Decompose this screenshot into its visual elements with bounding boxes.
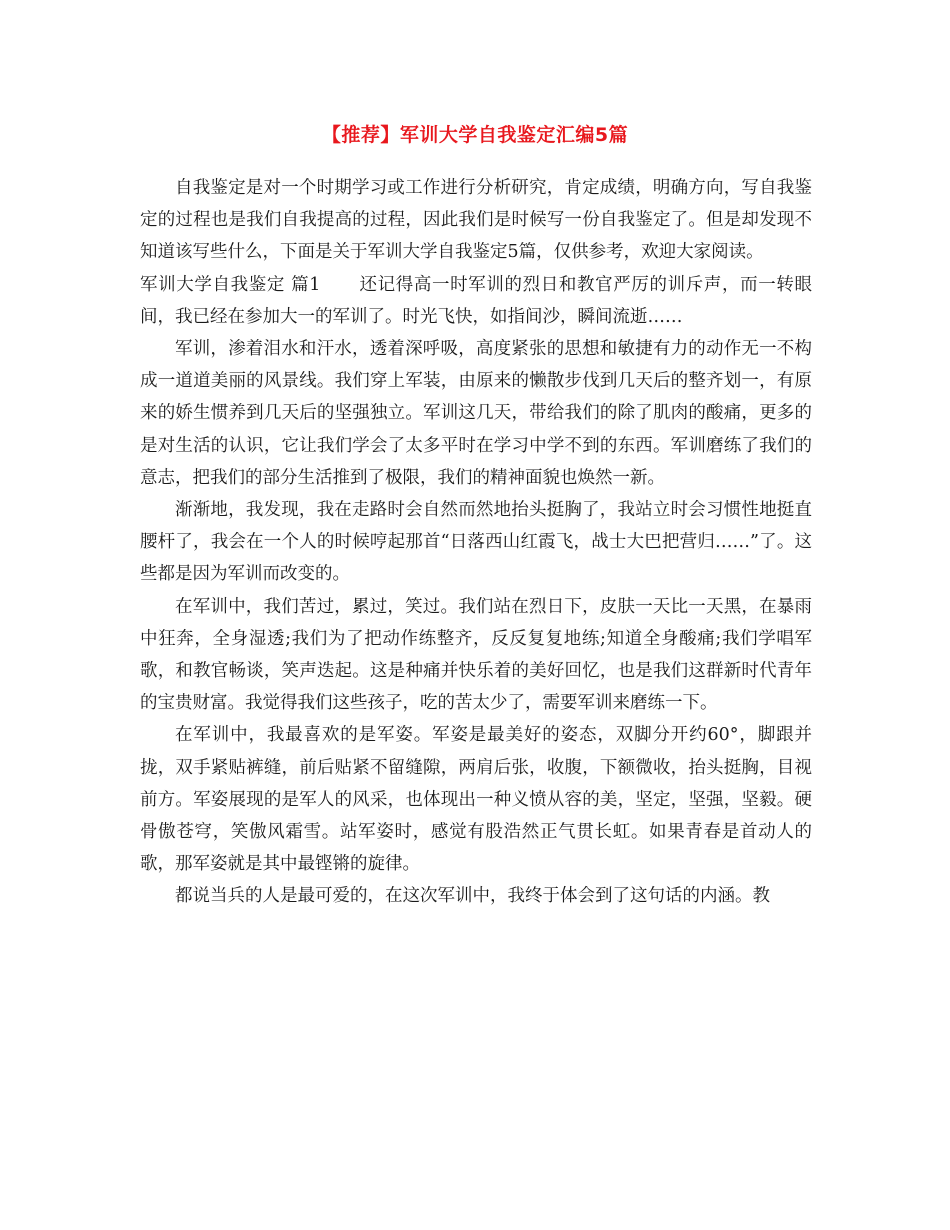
- section-1-opening: 还记得高一时军训的烈日和教官严厉的训斥声，而一转眼间，我已经在参加大一的军训了。时光飞快，如指间沙，瞬间流逝……: [140, 274, 813, 327]
- body-paragraph: 军训，渗着泪水和汗水，透着深呼吸，高度紧张的思想和敏捷有力的动作无一不构成一道道美丽的风景线。我们穿上军装，由原来的懒散步伐到几天后的整齐划一，有原来的娇生惯养到几天后的坚强独立。军训这几天，带给我们的除了肌肉的酸痛，更多的是对生活的认识，它让我们学会了太多平时在学习中学不到的东西。军训磨练了我们的意志，把我们的部分生活推到了极限，我们的精神面貌也焕然一新。: [140, 339, 812, 488]
- document-title: 【推荐】军训大学自我鉴定汇编5篇: [321, 124, 629, 146]
- section-1-paragraph: [140, 269, 812, 333]
- document-body: [140, 172, 812, 913]
- section-1-heading: 军训大学自我鉴定 篇1: [140, 274, 321, 295]
- body-paragraph: 在军训中，我最喜欢的是军姿。军姿是最美好的姿态，双脚分开约60°，脚跟并拢，双手紧贴裤缝，前后贴紧不留缝隙，两肩后张，收腹，下额微收，抬头挺胸，目视前方。军姿展现的是军人的风采，也体现出一种义愤从容的美，坚定，坚强，坚毅。硬骨傲苍穹，笑傲风霜雪。站军姿时，感觉有股浩然正气贯长虹。如果青春是首动人的歌，那军姿就是其中最铿锵的旋律。: [140, 725, 812, 875]
- body-paragraph: 在军训中，我们苦过，累过，笑过。我们站在烈日下，皮肤一天比一天黑，在暴雨中狂奔，全身湿透;我们为了把动作练整齐，反反复复地练;知道全身酸痛;我们学唱军歌，和教官畅谈，笑声迭起。这是种痛并快乐着的美好回忆，也是我们这群新时代青年的宝贵财富。我觉得我们这些孩子，吃的苦太少了，需要军训来磨练一下。: [140, 596, 812, 714]
- intro-paragraph: 自我鉴定是对一个时期学习或工作进行分析研究，肯定成绩，明确方向，写自我鉴定的过程也是我们自我提高的过程，因此我们是时候写一份自我鉴定了。但是却发现不知道该写些什么，下面是关于军训大学自我鉴定5篇，仅供参考，欢迎大家阅读。: [140, 178, 812, 263]
- body-paragraph: 都说当兵的人是最可爱的，在这次军训中，我终于体会到了这句话的内涵。教: [175, 886, 770, 907]
- body-paragraph: 渐渐地，我发现，我在走路时会自然而然地抬头挺胸了，我站立时会习惯性地挺直腰杆了，我会在一个人的时候哼起那首“日落西山红霞飞，战士大巴把营归……”了。这些都是因为军训而改变的。: [140, 500, 812, 585]
